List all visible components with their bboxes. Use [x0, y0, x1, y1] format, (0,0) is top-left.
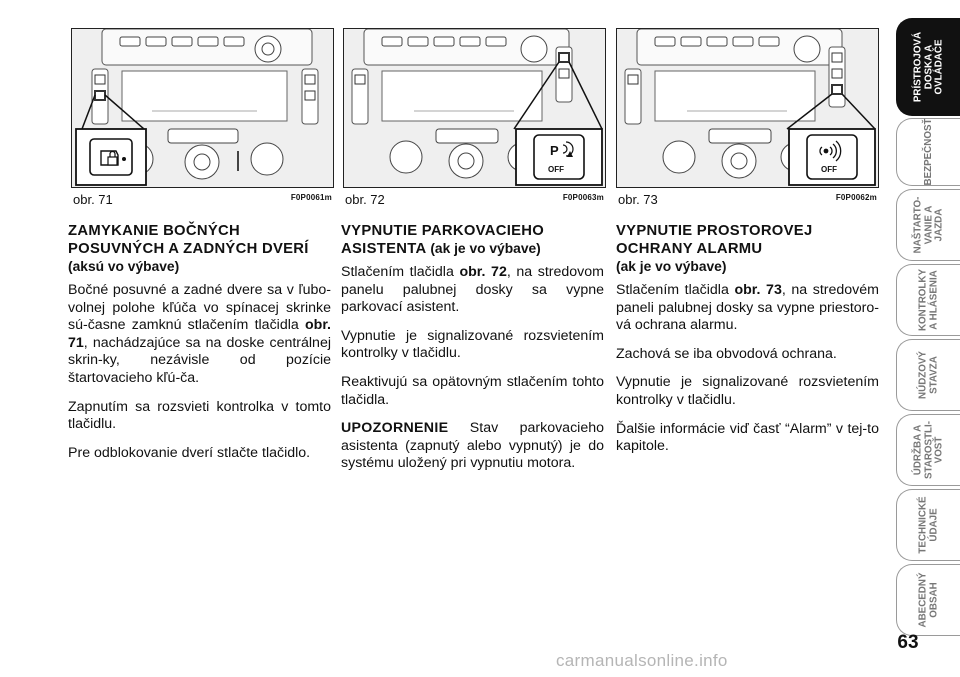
heading-sub: (ak je vo výbave): [430, 241, 541, 256]
section-parking-assist: [341, 222, 604, 473]
figure-code: F0P0061m: [290, 193, 332, 202]
tab-safety[interactable]: [896, 118, 960, 186]
paragraph-text: Bočné posuvné a zadné dvere sa v ľubo-volnej polohe kľúča vo spínacej skrinke sú-časne zamknú stlačením tlačidla: [68, 282, 331, 334]
warning-text: Stav parkovacieho asistenta (zapnutý alebo vypnutý) je do systému uložený pri vypnutiu motora.: [341, 420, 604, 472]
paragraph: Zapnutím sa rozsvieti kontrolka v tomto tlačidlu.: [68, 398, 331, 433]
alarm-sensor-icon: [807, 135, 857, 179]
figure-reference: obr. 73: [734, 282, 782, 298]
chapter-tabs: [896, 18, 960, 643]
parking-sensor-icon: [534, 135, 584, 179]
tab-label: ABECEDNÝ OBSAH: [917, 572, 939, 628]
warning-label: UPOZORNENIE: [341, 420, 449, 437]
paragraph-text: , na stredovém paneli palubnej dosky sa vypne priestoro-vá ochrana alarmu.: [616, 282, 879, 334]
figure-reference: obr. 71: [68, 317, 331, 351]
section-heading: [616, 222, 879, 276]
tab-label: KONTROLKY A HLÁSENIA: [917, 268, 939, 332]
tab-instrument-panel[interactable]: [896, 18, 960, 116]
off-label: OFF: [548, 165, 564, 174]
figure-72: [343, 28, 606, 188]
tab-label: TECHNICKÉ ÚDAJE: [917, 496, 939, 554]
figure-label: obr. 72: [345, 192, 385, 207]
paragraph-text: Stlačením tlačidla: [341, 264, 454, 280]
figure-code: F0P0062m: [835, 193, 877, 202]
paragraph-text: , nachádzajúce sa na doske centrálnej skrin-ky, nezávisle od pozície štartovacieho kľú-ča.: [68, 334, 331, 386]
heading-text: VYPNUTIE PROSTOROVEJ OCHRANY ALARMU: [616, 223, 813, 257]
figure-71: [71, 28, 334, 188]
tab-label: PRÍSTROJOVÁ DOSKA A OVLÁDAČE: [911, 31, 944, 103]
watermark: carmanualsonline.info: [556, 651, 728, 670]
door-lock-icon: [90, 139, 132, 175]
paragraph: Ďalšie informácie viď časť “Alarm” v tej-to kapitole.: [616, 420, 879, 455]
figure-71-caption: [71, 190, 334, 208]
off-label: OFF: [821, 165, 837, 174]
heading-text: VYPNUTIE PARKOVACIEHO ASISTENTA: [341, 223, 545, 257]
paragraph: Vypnutie je signalizované rozsvietením kontrolky v tlačidlu.: [616, 374, 879, 408]
figure-code: F0P0063m: [562, 193, 604, 202]
paragraph-text: Stlačením tlačidla: [616, 282, 729, 298]
paragraph: Pre odblokovanie dverí stlačte tlačidlo.: [68, 444, 311, 461]
paragraph: [68, 282, 331, 388]
tab-label: BEZPEČNOSŤ: [922, 118, 934, 186]
paragraph: [616, 282, 879, 335]
figure-73: [616, 28, 879, 188]
figure-label: obr. 73: [618, 192, 658, 207]
paragraph: Reaktivujú sa opätovným stlačením tohto tlačidla.: [341, 373, 604, 408]
warning-paragraph: [341, 420, 604, 473]
tab-warning-lights[interactable]: [896, 264, 960, 336]
figure-label: obr. 71: [73, 192, 113, 207]
tab-index[interactable]: [896, 564, 960, 636]
figure-reference: obr. 72: [459, 264, 507, 280]
heading-text: ZAMYKANIE BOČNÝCH POSUVNÝCH A ZADNÝCH DVERÍ: [68, 223, 309, 257]
parking-icon-label: P: [550, 143, 559, 158]
paragraph: Vypnutie je signalizované rozsvietením kontrolky v tlačidlu.: [341, 327, 604, 362]
figure-73-caption: [616, 190, 879, 208]
page-number: 63: [897, 632, 919, 653]
section-heading: [68, 222, 331, 276]
paragraph: Zachová se iba obvodová ochrana.: [616, 345, 837, 362]
paragraph-text: , na stredovom panelu palubnej dosky sa vypne parkovací asistent.: [341, 264, 604, 316]
tab-label: NAŠTARTO- VANIE A JAZDA: [911, 196, 944, 254]
section-alarm-protection: [616, 222, 879, 456]
tab-label: ÚDRŽBA A STAROSTLI- VOSŤ: [911, 420, 944, 480]
tab-maintenance[interactable]: [896, 414, 960, 486]
tab-emergency[interactable]: [896, 339, 960, 411]
section-door-locking: [68, 222, 331, 462]
paragraph: [341, 264, 604, 317]
tab-label: NÚDZOVÝ STAVZA: [917, 351, 939, 399]
tab-technical-data[interactable]: [896, 489, 960, 561]
section-heading: [341, 222, 604, 258]
heading-sub: (aksú vo výbave): [68, 259, 180, 274]
figure-72-caption: [343, 190, 606, 208]
tab-starting-driving[interactable]: [896, 189, 960, 261]
heading-sub: (ak je vo výbave): [616, 259, 727, 274]
